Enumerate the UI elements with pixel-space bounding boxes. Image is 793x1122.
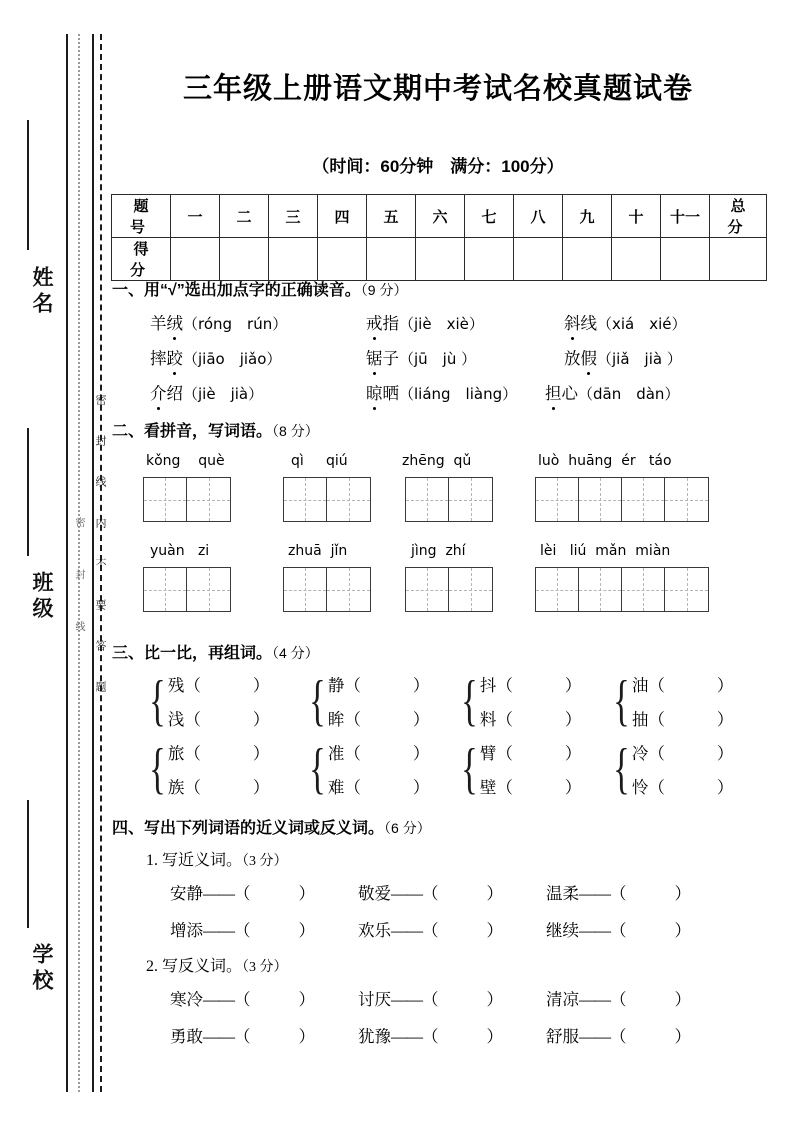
curly-brace-icon: { [149, 670, 166, 732]
score-table-col-11: 十一 [661, 195, 710, 238]
q2-pinyin-r1-g3: zhēng qǔ [402, 453, 472, 469]
score-input-11[interactable] [661, 238, 710, 281]
q3-line-r1-g2-top[interactable]: 静（ ） [327, 676, 430, 695]
section-heading-4-text: 四、写出下列词语的近义词或反义词。 [112, 820, 385, 837]
tianzige-cell[interactable] [536, 478, 579, 521]
q2-grid-r1-g1[interactable] [143, 477, 231, 522]
q1-word-9: 担心 [545, 384, 578, 403]
q3-line-r2-g1-bottom[interactable]: 族（ ） [167, 778, 270, 797]
section-points-1: （9 分） [360, 282, 408, 298]
subsection-4-1-label: 1. 写近义词。 [146, 852, 243, 869]
q1-word-4: 摔跤 [150, 349, 183, 368]
score-input-10[interactable] [612, 238, 661, 281]
subsection-4-1-points: （3 分） [242, 854, 288, 869]
field-underline-name [27, 120, 29, 250]
curly-brace-icon: { [613, 670, 630, 732]
q4-word: 犹豫 [358, 1027, 391, 1046]
score-table-col-5: 五 [367, 195, 416, 238]
q1-item-8[interactable] [366, 380, 517, 404]
q3-char: 壁（ [479, 778, 513, 797]
section-heading-3 [112, 640, 319, 663]
q1-item-6[interactable] [564, 345, 682, 369]
tianzige-cell[interactable] [327, 478, 370, 521]
q1-word-6: 放假 [564, 349, 597, 368]
curly-brace-icon: { [461, 670, 478, 732]
exam-meta-line: （时间：60分钟 满分：100分） [312, 157, 564, 176]
score-table-col-1: 一 [171, 195, 220, 238]
curly-brace-icon: { [149, 738, 166, 800]
tianzige-cell[interactable] [144, 478, 187, 521]
q1-word-2: 戒指 [366, 314, 399, 333]
q4-syn-r1-c2[interactable]: 敬爱——（ ） [358, 884, 503, 903]
q3-char: 料（ [479, 710, 513, 729]
section-points-4: （6 分） [384, 820, 431, 836]
score-input-7[interactable] [465, 238, 514, 281]
subsection-heading-4-2 [146, 953, 288, 976]
section-heading-1 [112, 277, 407, 300]
q3-line-r1-g3-top[interactable]: 抖（ ） [479, 676, 582, 695]
q1-item-7[interactable] [150, 380, 263, 404]
q1-choices-7: （jiè jià） [183, 385, 264, 403]
q3-brace-r2-g4 [608, 740, 733, 798]
subsection-4-2-points: （3 分） [242, 960, 288, 975]
section-heading-4 [112, 815, 431, 838]
q4-word: 舒服 [546, 1027, 579, 1046]
q3-line-r1-g3-bottom[interactable]: 料（ ） [479, 710, 582, 729]
q3-char: 准（ [327, 744, 361, 763]
score-table-label-score: 得 分 [112, 238, 171, 281]
tianzige-cell[interactable] [327, 568, 370, 611]
score-input-4[interactable] [318, 238, 367, 281]
score-table-col-10: 十 [612, 195, 661, 238]
q2-pinyin-r1-g4: luò huāng ér táo [538, 453, 672, 469]
score-input-3[interactable] [269, 238, 318, 281]
q1-choices-4: （jiāo jiǎo） [183, 350, 282, 368]
tianzige-cell[interactable] [284, 478, 327, 521]
curly-brace-icon: { [613, 738, 630, 800]
page-title: 三年级上册语文期中考试名校真题试卷 [182, 73, 693, 105]
score-input-2[interactable] [220, 238, 269, 281]
q3-char: 抽（ [631, 710, 665, 729]
q2-pinyin-r1-g1: kǒng què [146, 453, 225, 469]
tianzige-cell[interactable] [579, 478, 622, 521]
q3-char: 残（ [167, 676, 201, 695]
section-heading-3-text: 三、比一比，再组词。 [112, 645, 273, 662]
q1-word-3: 斜线 [564, 314, 597, 333]
q1-item-3[interactable] [564, 310, 687, 334]
q3-brace-r1-g1 [144, 672, 269, 730]
q4-word: 继续 [546, 921, 579, 940]
score-input-8[interactable] [514, 238, 563, 281]
q2-pinyin-r1-g2: qì qiú [291, 453, 348, 469]
section-heading-2 [112, 418, 319, 441]
tianzige-cell[interactable] [406, 478, 449, 521]
q1-item-1[interactable] [150, 310, 287, 334]
q3-char: 浅（ [167, 710, 201, 729]
q4-word: 讨厌 [358, 990, 391, 1009]
q4-syn-r2-c3[interactable]: 继续——（ ） [546, 921, 691, 940]
q4-word: 敬爱 [358, 884, 391, 903]
q2-grid-r2-g2[interactable] [283, 567, 371, 612]
field-underline-class [27, 428, 29, 556]
q1-choices-1: （róng rún） [183, 315, 288, 333]
tianzige-cell[interactable] [187, 568, 230, 611]
table-row-question-numbers [112, 195, 767, 238]
q3-line-r1-g2-bottom[interactable]: 眸（ ） [327, 710, 430, 729]
q4-ant-r2-c3[interactable]: 舒服——（ ） [546, 1027, 691, 1046]
q3-line-r2-g2-top[interactable]: 准（ ） [327, 744, 430, 763]
q3-brace-r2-g2 [304, 740, 429, 798]
q4-word: 勇敢 [170, 1027, 203, 1046]
q3-char: 臂（ [479, 744, 513, 763]
q1-word-8: 晾晒 [366, 384, 399, 403]
q3-char: 眸（ [327, 710, 361, 729]
score-table-col-total: 总 分 [710, 195, 767, 238]
q3-line-r2-g3-bottom[interactable]: 壁（ ） [479, 778, 582, 797]
q2-grid-r2-g1[interactable] [143, 567, 231, 612]
q4-word: 欢乐 [358, 921, 391, 940]
tianzige-cell[interactable] [449, 568, 492, 611]
q4-word: 清凉 [546, 990, 579, 1009]
q4-syn-r1-c3[interactable]: 温柔——（ ） [546, 884, 691, 903]
margin-rule-solid-left [66, 34, 68, 1092]
tianzige-cell[interactable] [536, 568, 579, 611]
tianzige-cell[interactable] [284, 568, 327, 611]
q4-ant-r1-c2[interactable]: 讨厌——（ ） [358, 990, 503, 1009]
q3-brace-r1-g2 [304, 672, 429, 730]
q2-grid-r2-g3[interactable] [405, 567, 493, 612]
q1-choices-8: （liáng liàng） [399, 385, 518, 403]
tianzige-cell[interactable] [622, 568, 665, 611]
q4-ant-r2-c1[interactable]: 勇敢——（ ） [170, 1027, 315, 1046]
q2-grid-r2-g4[interactable] [535, 567, 709, 612]
q3-line-r2-g3-top[interactable]: 臂（ ） [479, 744, 582, 763]
q4-syn-r1-c1[interactable]: 安静——（ ） [170, 884, 315, 903]
tianzige-cell[interactable] [579, 568, 622, 611]
q3-char: 族（ [167, 778, 201, 797]
q2-pinyin-r2-g4: lèi liú mǎn miàn [540, 543, 671, 559]
q3-line-r2-g2-bottom[interactable]: 难（ ） [327, 778, 430, 797]
q3-brace-r2-g1 [144, 740, 269, 798]
q4-syn-r2-c1[interactable]: 增添——（ ） [170, 921, 315, 940]
q3-brace-r1-g4 [608, 672, 733, 730]
q2-grid-r1-g4[interactable] [535, 477, 709, 522]
q4-word: 寒冷 [170, 990, 203, 1009]
tianzige-cell[interactable] [665, 568, 708, 611]
q1-word-1: 羊绒 [150, 314, 183, 333]
section-points-2: （8 分） [272, 423, 319, 439]
tianzige-cell[interactable] [449, 478, 492, 521]
q4-syn-r2-c2[interactable]: 欢乐——（ ） [358, 921, 503, 940]
q3-char: 难（ [327, 778, 361, 797]
tianzige-cell[interactable] [187, 478, 230, 521]
curly-brace-icon: { [309, 670, 326, 732]
q2-pinyin-r2-g3: jìng zhí [411, 543, 466, 559]
field-underline-school [27, 800, 29, 928]
tianzige-cell[interactable] [406, 568, 449, 611]
score-table-label-question: 题 号 [112, 195, 171, 238]
q4-ant-r2-c2[interactable]: 犹豫——（ ） [358, 1027, 503, 1046]
table-row-scores [112, 238, 767, 281]
q4-word: 增添 [170, 921, 203, 940]
q3-char: 静（ [327, 676, 361, 695]
q3-char: 旅（ [167, 744, 201, 763]
q1-item-4[interactable] [150, 345, 281, 369]
curly-brace-icon: { [309, 738, 326, 800]
q3-char: 油（ [631, 676, 665, 695]
q2-grid-r1-g3[interactable] [405, 477, 493, 522]
q1-choices-6: （jiǎ jià ） [597, 350, 682, 368]
q4-ant-r1-c3[interactable]: 清凉——（ ） [546, 990, 691, 1009]
field-label-class: 班级 [30, 571, 53, 623]
q4-word: 温柔 [546, 884, 579, 903]
paper-content [108, 0, 793, 1122]
q1-choices-3: （xiá xié） [597, 315, 687, 333]
q2-grid-r1-g2[interactable] [283, 477, 371, 522]
subsection-4-2-label: 2. 写反义词。 [146, 958, 243, 975]
q3-char: 抖（ [479, 676, 513, 695]
q1-choices-2: （jiè xiè） [399, 315, 484, 333]
tianzige-cell[interactable] [665, 478, 708, 521]
seal-note-inner: 密封线内不要答题 [94, 394, 106, 722]
score-input-5[interactable] [367, 238, 416, 281]
curly-brace-icon: { [461, 738, 478, 800]
score-input-6[interactable] [416, 238, 465, 281]
section-heading-2-text: 二、看拼音，写词语。 [112, 423, 273, 440]
sealing-margin-strip [0, 0, 108, 1122]
section-heading-1-text: 一、用“√”选出加点字的正确读音。 [112, 282, 361, 299]
q1-word-7: 介绍 [150, 384, 183, 403]
q3-brace-r1-g3 [456, 672, 581, 730]
score-table-col-6: 六 [416, 195, 465, 238]
q3-brace-r2-g3 [456, 740, 581, 798]
score-input-1[interactable] [171, 238, 220, 281]
q3-line-r2-g1-top[interactable]: 旅（ ） [167, 744, 270, 763]
score-table-col-9: 九 [563, 195, 612, 238]
score-input-9[interactable] [563, 238, 612, 281]
q1-item-9[interactable] [545, 380, 679, 404]
score-table [111, 194, 767, 281]
field-label-name: 姓名 [30, 266, 53, 318]
score-table-col-8: 八 [514, 195, 563, 238]
score-table-col-3: 三 [269, 195, 318, 238]
q4-word: 安静 [170, 884, 203, 903]
section-points-3: （4 分） [272, 645, 319, 661]
score-table-col-7: 七 [465, 195, 514, 238]
q2-pinyin-r2-g1: yuàn zi [150, 543, 210, 559]
q1-word-5: 锯子 [366, 349, 399, 368]
seal-note-outer: 密封线 [73, 517, 84, 673]
q3-line-r2-g4-top[interactable]: 冷（ ） [631, 744, 734, 763]
q1-choices-9: （dān dàn） [578, 385, 680, 403]
q3-char: 怜（ [631, 778, 665, 797]
q3-line-r2-g4-bottom[interactable]: 怜（ ） [631, 778, 734, 797]
q1-item-5[interactable] [366, 345, 476, 369]
field-label-school: 学校 [30, 943, 53, 995]
q2-pinyin-r2-g2: zhuā jǐn [288, 543, 348, 559]
q1-choices-5: （jū jù ） [399, 350, 477, 368]
q3-char: 冷（ [631, 744, 665, 763]
score-table-col-2: 二 [220, 195, 269, 238]
q3-line-r1-g1-top[interactable]: 残（ ） [167, 676, 270, 695]
q3-line-r1-g4-bottom[interactable]: 抽（ ） [631, 710, 734, 729]
tianzige-cell[interactable] [622, 478, 665, 521]
score-table-col-4: 四 [318, 195, 367, 238]
q4-ant-r1-c1[interactable]: 寒冷——（ ） [170, 990, 315, 1009]
q3-line-r1-g4-top[interactable]: 油（ ） [631, 676, 734, 695]
tianzige-cell[interactable] [144, 568, 187, 611]
subsection-heading-4-1 [146, 847, 288, 870]
score-input-total[interactable] [710, 238, 767, 281]
q1-item-2[interactable] [366, 310, 484, 334]
q3-line-r1-g1-bottom[interactable]: 浅（ ） [167, 710, 270, 729]
